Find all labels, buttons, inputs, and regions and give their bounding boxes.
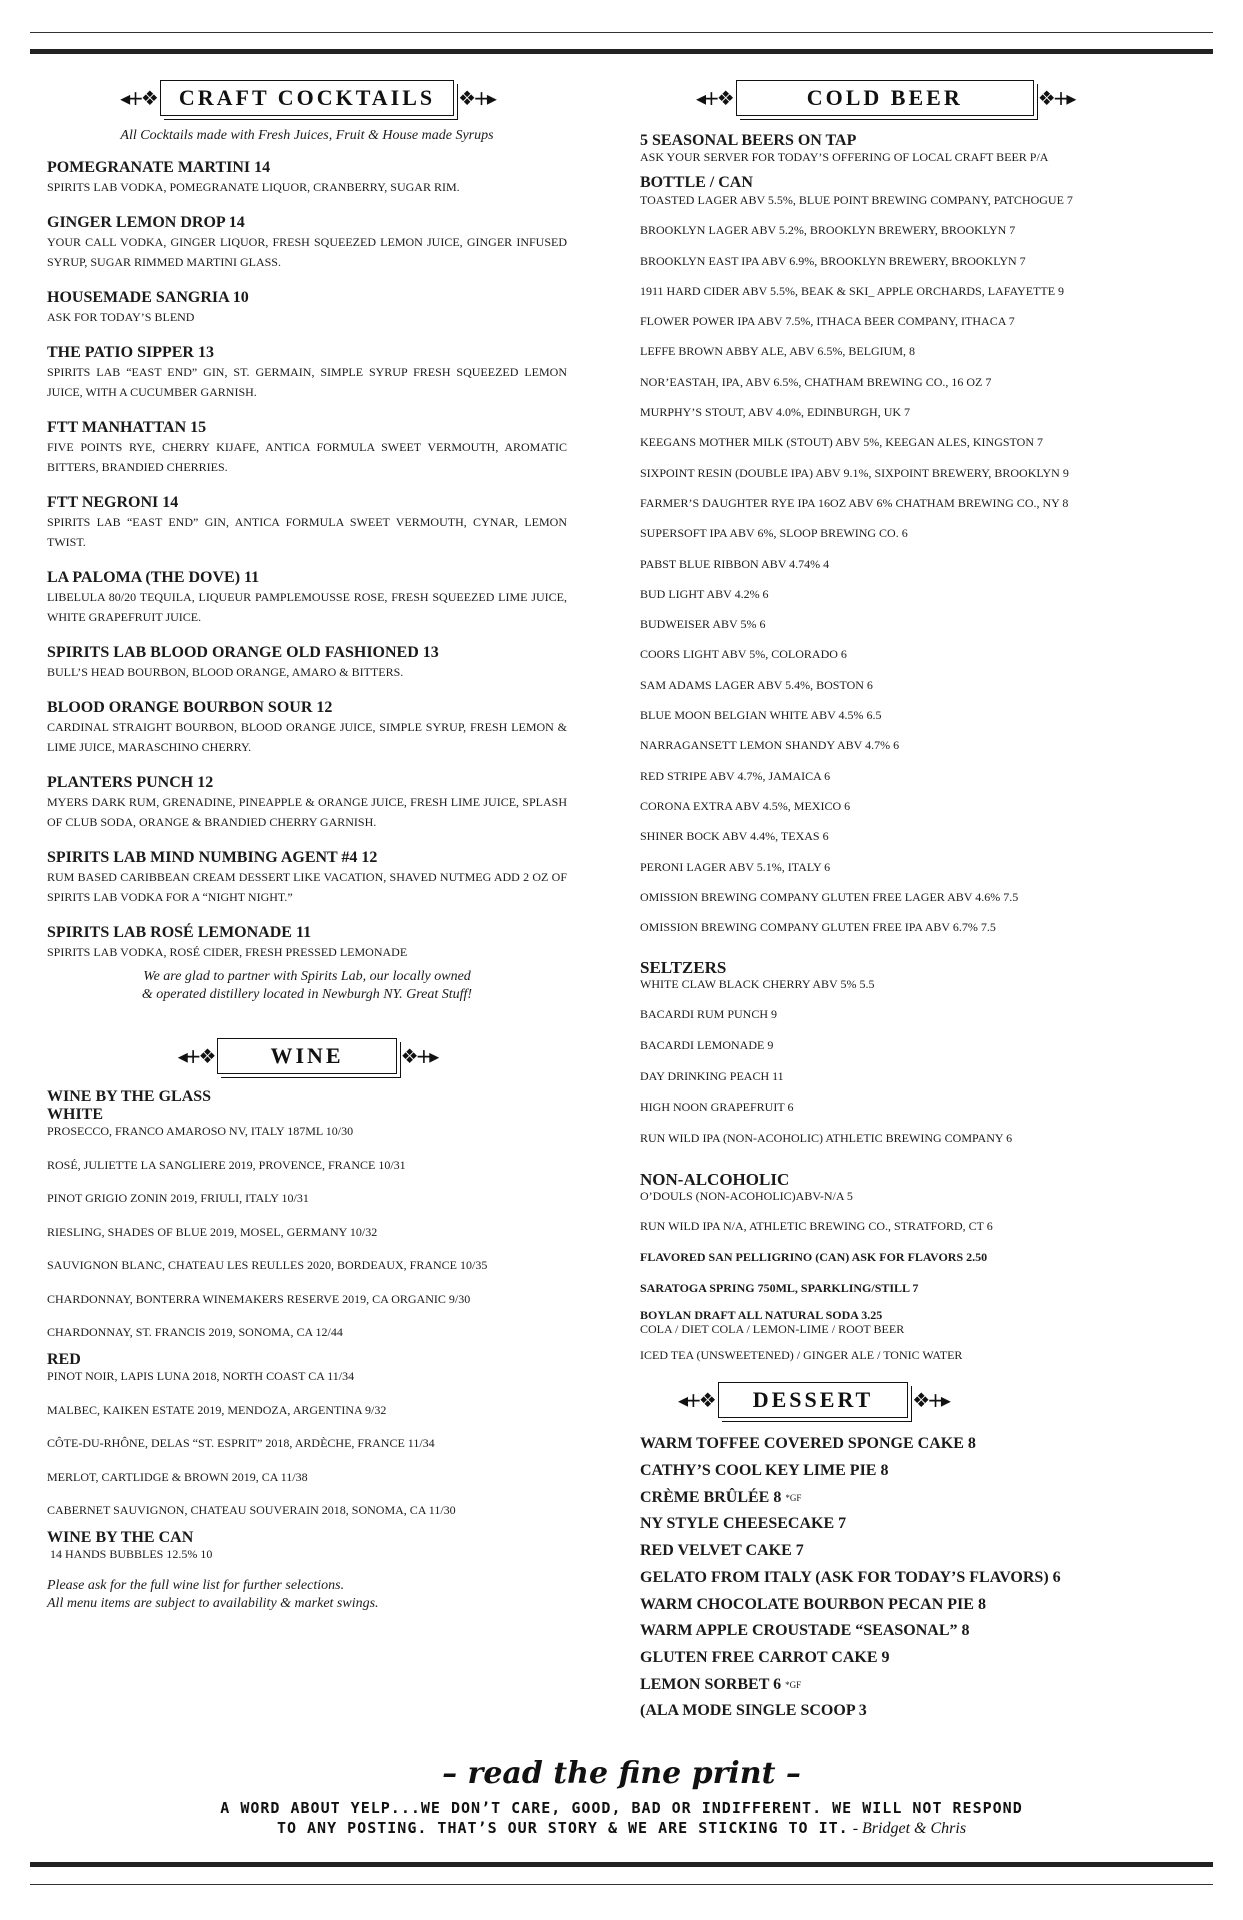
dessert-item: [640, 1621, 1200, 1648]
cocktail-name: PLANTERS PUNCH 12: [47, 774, 214, 791]
wine-red-label: RED: [47, 1351, 81, 1368]
ornament-left-icon: ◂+❖: [177, 1044, 214, 1068]
beer-item: BUDWEISER ABV 5% 6: [640, 617, 766, 632]
dessert-item: [640, 1648, 1200, 1675]
dessert-name: CRÈME BRÛLÉE 8: [640, 1488, 786, 1506]
na-item: ICED TEA (UNSWEETENED) / GINGER ALE / TONIC WATER: [640, 1348, 963, 1363]
beer-item: 1911 HARD CIDER ABV 5.5%, BEAK & SKI_ APPLE ORCHARDS, LAFAYETTE 9: [640, 283, 1065, 298]
ornament-right-icon: ❖+▸: [400, 1044, 437, 1068]
wine-section: [47, 1088, 567, 1613]
cocktail-item: [47, 643, 567, 682]
na-item-sub: COLA / DIET COLA / LEMON-LIME / ROOT BEER: [640, 1322, 905, 1337]
beer-item: TOASTED LAGER ABV 5.5%, BLUE POINT BREWING COMPANY, PATCHOGUE 7: [640, 193, 1073, 207]
left-column: [47, 76, 567, 1613]
cocktail-name: GINGER LEMON DROP 14: [47, 214, 245, 231]
dessert-name: (ALA MODE SINGLE SCOOP 3: [640, 1702, 867, 1720]
wine-item: CHARDONNAY, BONTERRA WINEMAKERS RESERVE 2019, CA ORGANIC 9/30: [47, 1291, 471, 1306]
beer-item: RED STRIPE ABV 4.7%, JAMAICA 6: [640, 768, 831, 783]
wine-can-item: 14 HANDS BUBBLES 12.5% 10: [47, 1547, 213, 1561]
beer-banner: [696, 76, 1200, 120]
fine-print-text: [0, 1798, 1243, 1839]
cocktail-name: SPIRITS LAB MIND NUMBING AGENT #4 12: [47, 849, 378, 866]
beer-item: FARMER’S DAUGHTER RYE IPA 16OZ ABV 6% CHATHAM BREWING CO., NY 8: [640, 495, 1069, 510]
cocktail-desc: CARDINAL STRAIGHT BOURBON, BLOOD ORANGE JUICE, SIMPLE SYRUP, FRESH LEMON & LIME JUICE, MARASCHINO CHERRY.: [47, 720, 567, 754]
cocktail-desc: BULL’S HEAD BOURBON, BLOOD ORANGE, AMARO & BITTERS.: [47, 665, 404, 679]
wine-white-label: WHITE: [47, 1106, 104, 1123]
fine-print-line2-wrap: [0, 1818, 1243, 1839]
spirits-lab-note-line2: & operated distillery located in Newburgh NY. Great Stuff!: [141, 987, 473, 1002]
beer-item: BLUE MOON BELGIAN WHITE ABV 4.5% 6.5: [640, 708, 882, 723]
beer-item: SAM ADAMS LAGER ABV 5.4%, BOSTON 6: [640, 677, 873, 692]
beer-section: [640, 132, 1200, 1362]
cocktails-intro: All Cocktails made with Fresh Juices, Fruit & House made Syrups: [120, 128, 494, 143]
bottom-rule-thin: [30, 1884, 1213, 1885]
beer-item: FLOWER POWER IPA ABV 7.5%, ITHACA BEER COMPANY, ITHACA 7: [640, 314, 1015, 329]
seltzer-item: BACARDI RUM PUNCH 9: [640, 1007, 778, 1022]
cocktail-item: [47, 288, 567, 327]
beer-item: LEFFE BROWN ABBY ALE, ABV 6.5%, BELGIUM, 8: [640, 344, 916, 359]
cocktail-list: [47, 158, 567, 962]
cocktail-item: [47, 493, 567, 552]
seltzer-item: DAY DRINKING PEACH 11: [640, 1069, 784, 1084]
dessert-item: [640, 1595, 1200, 1622]
cocktail-desc: FIVE POINTS RYE, CHERRY KIJAFE, ANTICA FORMULA SWEET VERMOUTH, AROMATIC BITTERS, BRANDIED CHERRIES.: [47, 440, 567, 474]
dessert-item: [640, 1514, 1200, 1541]
wine-by-glass-title: WINE BY THE GLASS: [47, 1088, 212, 1105]
top-rule-thin: [30, 32, 1213, 33]
cocktail-desc: MYERS DARK RUM, GRENADINE, PINEAPPLE & ORANGE JUICE, FRESH LIME JUICE, SPLASH OF CLUB SODA, ORANGE & BRANDIED CHERRY GARNISH.: [47, 795, 567, 829]
na-title: NON-ALCOHOLIC: [640, 1170, 790, 1190]
na-item: RUN WILD IPA N/A, ATHLETIC BREWING CO., STRATFORD, CT 6: [640, 1219, 993, 1234]
na-item: O’DOULS (NON-ACOHOLIC)ABV-N/A 5: [640, 1189, 853, 1204]
beer-item: OMISSION BREWING COMPANY GLUTEN FREE IPA ABV 6.7% 7.5: [640, 920, 996, 935]
seltzer-item: BACARDI LEMONADE 9: [640, 1038, 774, 1053]
right-column: [640, 76, 1200, 1728]
wine-banner: [47, 1034, 567, 1078]
seltzer-item: RUN WILD IPA (NON-ACOHOLIC) ATHLETIC BREWING COMPANY 6: [640, 1131, 1013, 1146]
dessert-name: CATHY’S COOL KEY LIME PIE 8: [640, 1462, 889, 1480]
cocktail-desc: LIBELULA 80/20 TEQUILA, LIQUEUR PAMPLEMOUSSE ROSE, FRESH SQUEEZED LIME JUICE, WHITE GRAPEFRUIT JUICE.: [47, 590, 567, 624]
ornament-right-icon: ❖+▸: [1037, 86, 1074, 110]
bottle-list: [640, 192, 1200, 949]
bottle-title: BOTTLE / CAN: [640, 174, 753, 191]
tap-title: 5 SEASONAL BEERS ON TAP: [640, 132, 857, 149]
seltzer-item: HIGH NOON GRAPEFRUIT 6: [640, 1100, 794, 1115]
cocktail-item: [47, 158, 567, 197]
beer-item: COORS LIGHT ABV 5%, COLORADO 6: [640, 647, 847, 662]
top-rule-thick: [30, 49, 1213, 54]
spirits-lab-note-line1: We are glad to partner with Spirits Lab, our locally owned: [143, 969, 471, 984]
gf-mark: *GF: [785, 1492, 802, 1503]
ornament-left-icon: ◂+❖: [678, 1388, 714, 1413]
wine-note-line1: Please ask for the full wine list for further selections.: [47, 1578, 345, 1593]
fine-print-line2: TO ANY POSTING. THAT’S OUR STORY & WE ARE STICKING TO IT.: [276, 1819, 849, 1837]
wine-item: PROSECCO, FRANCO AMAROSO NV, ITALY 187ML 10/30: [47, 1124, 354, 1138]
ornament-left-icon: ◂+❖: [120, 86, 156, 110]
cocktail-desc: ASK FOR TODAY’S BLEND: [47, 310, 195, 324]
wine-item: CABERNET SAUVIGNON, CHATEAU SOUVERAIN 2018, SONOMA, CA 11/30: [47, 1503, 456, 1517]
beer-item: BUD LIGHT ABV 4.2% 6: [640, 586, 769, 601]
ornament-right-icon: ❖+▸: [458, 86, 494, 110]
beer-item: NARRAGANSETT LEMON SHANDY ABV 4.7% 6: [640, 738, 900, 753]
fine-print-signature: - Bridget & Chris: [848, 1820, 967, 1837]
dessert-name: RED VELVET CAKE 7: [640, 1542, 804, 1560]
beer-item: PERONI LAGER ABV 5.1%, ITALY 6: [640, 859, 831, 874]
na-item: BOYLAN DRAFT ALL NATURAL SODA 3.25: [640, 1308, 883, 1323]
dessert-name: WARM TOFFEE COVERED SPONGE CAKE 8: [640, 1435, 976, 1453]
cocktail-item: [47, 698, 567, 757]
wine-note-line2: All menu items are subject to availability & market swings.: [47, 1596, 379, 1611]
cocktails-banner: [47, 76, 567, 120]
cocktail-item: [47, 773, 567, 832]
dessert-name: WARM CHOCOLATE BOURBON PECAN PIE 8: [640, 1595, 986, 1613]
na-item: SARATOGA SPRING 750ML, SPARKLING/STILL 7: [640, 1281, 919, 1296]
cocktail-desc: YOUR CALL VODKA, GINGER LIQUOR, FRESH SQUEEZED LEMON JUICE, GINGER INFUSED SYRUP, SUGAR RIMMED MARTINI GLASS.: [47, 235, 567, 269]
beer-item: NOR’EASTAH, IPA, ABV 6.5%, CHATHAM BREWING CO., 16 OZ 7: [640, 374, 992, 389]
fine-print-line1: A WORD ABOUT YELP...WE DON’T CARE, GOOD, BAD OR INDIFFERENT. WE WILL NOT RESPOND: [220, 1799, 1023, 1817]
cocktails-title: CRAFT COCKTAILS: [160, 80, 454, 116]
dessert-item: [640, 1541, 1200, 1568]
cocktail-desc: SPIRITS LAB VODKA, ROSÉ CIDER, FRESH PRESSED LEMONADE: [47, 945, 408, 959]
beer-item: BROOKLYN LAGER ABV 5.2%, BROOKLYN BREWERY, BROOKLYN 7: [640, 223, 1016, 238]
wine-item: SAUVIGNON BLANC, CHATEAU LES REULLES 2020, BORDEAUX, FRANCE 10/35: [47, 1258, 488, 1272]
seltzer-item: WHITE CLAW BLACK CHERRY ABV 5% 5.5: [640, 977, 875, 992]
cocktail-desc: SPIRITS LAB “EAST END” GIN, ST. GERMAIN, SIMPLE SYRUP FRESH SQUEEZED LEMON JUICE, WITH A CUCUMBER GARNISH.: [47, 365, 567, 399]
ornament-right-icon: ❖+▸: [912, 1388, 948, 1413]
na-item: FLAVORED SAN PELLIGRINO (CAN) ASK FOR FLAVORS 2.50: [640, 1250, 988, 1265]
dessert-name: LEMON SORBET 6: [640, 1675, 786, 1693]
spirits-lab-note: [47, 968, 567, 1004]
cocktail-name: HOUSEMADE SANGRIA 10: [47, 289, 249, 306]
dessert-item: [640, 1675, 1200, 1702]
cocktail-desc: SPIRITS LAB “EAST END” GIN, ANTICA FORMULA SWEET VERMOUTH, CYNAR, LEMON TWIST.: [47, 515, 567, 549]
cocktail-name: SPIRITS LAB BLOOD ORANGE OLD FASHIONED 13: [47, 644, 439, 661]
dessert-name: GELATO FROM ITALY (ASK FOR TODAY’S FLAVORS) 6: [640, 1568, 1061, 1586]
wine-note: [47, 1577, 567, 1613]
dessert-list: [640, 1434, 1200, 1728]
cocktail-name: FTT MANHATTAN 15: [47, 419, 207, 436]
wine-title: WINE: [217, 1038, 396, 1074]
cocktail-item: [47, 848, 567, 907]
wine-item: RIESLING, SHADES OF BLUE 2019, MOSEL, GERMANY 10/32: [47, 1224, 378, 1239]
cocktail-item: [47, 923, 567, 962]
beer-item: PABST BLUE RIBBON ABV 4.74% 4: [640, 556, 830, 571]
dessert-item: [640, 1434, 1200, 1461]
cocktail-item: [47, 343, 567, 402]
dessert-item: [640, 1701, 1200, 1728]
cocktail-name: LA PALOMA (THE DOVE) 11: [47, 569, 260, 586]
cocktail-item: [47, 213, 567, 272]
cocktail-item: [47, 568, 567, 627]
beer-item: BROOKLYN EAST IPA ABV 6.9%, BROOKLYN BREWERY, BROOKLYN 7: [640, 253, 1026, 268]
wine-item: ROSÉ, JULIETTE LA SANGLIERE 2019, PROVENCE, FRANCE 10/31: [47, 1157, 406, 1172]
cocktail-desc: RUM BASED CARIBBEAN CREAM DESSERT LIKE VACATION, SHAVED NUTMEG ADD 2 OZ OF SPIRITS LAB VODKA FOR A “NIGHT NIGHT.”: [47, 870, 567, 904]
wine-item: CÔTE-DU-RHÔNE, DELAS “ST. ESPRIT” 2018, ARDÈCHE, FRANCE 11/34: [47, 1436, 435, 1450]
beer-item: KEEGANS MOTHER MILK (STOUT) ABV 5%, KEEGAN ALES, KINGSTON 7: [640, 435, 1043, 450]
cocktail-name: POMEGRANATE MARTINI 14: [47, 159, 271, 176]
gf-mark: *GF: [785, 1679, 802, 1690]
beer-item: SUPERSOFT IPA ABV 6%, SLOOP BREWING CO. 6: [640, 526, 908, 541]
fine-print-title: – read the fine print –: [442, 1756, 801, 1791]
wine-by-can-title: WINE BY THE CAN: [47, 1529, 194, 1546]
beer-item: SHINER BOCK ABV 4.4%, TEXAS 6: [640, 829, 829, 844]
beer-item: CORONA EXTRA ABV 4.5%, MEXICO 6: [640, 798, 851, 813]
dessert-name: NY STYLE CHEESECAKE 7: [640, 1515, 847, 1533]
dessert-name: WARM APPLE CROUSTADE “SEASONAL” 8: [640, 1622, 970, 1640]
cocktail-desc: SPIRITS LAB VODKA, POMEGRANATE LIQUOR, CRANBERRY, SUGAR RIM.: [47, 180, 460, 194]
bottom-rule-thick: [30, 1862, 1213, 1867]
dessert-title: DESSERT: [718, 1382, 909, 1418]
beer-item: OMISSION BREWING COMPANY GLUTEN FREE LAGER ABV 4.6% 7.5: [640, 889, 1019, 904]
wine-item: CHARDONNAY, ST. FRANCIS 2019, SONOMA, CA 12/44: [47, 1325, 343, 1339]
dessert-name: GLUTEN FREE CARROT CAKE 9: [640, 1648, 890, 1666]
cocktail-name: FTT NEGRONI 14: [47, 494, 179, 511]
wine-item: MALBEC, KAIKEN ESTATE 2019, MENDOZA, ARGENTINA 9/32: [47, 1402, 387, 1417]
ornament-left-icon: ◂+❖: [696, 86, 732, 110]
cocktail-name: SPIRITS LAB ROSÉ LEMONADE 11: [47, 924, 312, 941]
cocktail-item: [47, 418, 567, 477]
wine-item: MERLOT, CARTLIDGE & BROWN 2019, CA 11/38: [47, 1469, 308, 1484]
seltzers-title: SELTZERS: [640, 958, 727, 978]
beer-item: MURPHY’S STOUT, ABV 4.0%, EDINBURGH, UK 7: [640, 405, 911, 420]
cocktail-name: BLOOD ORANGE BOURBON SOUR 12: [47, 699, 333, 716]
dessert-item: [640, 1568, 1200, 1595]
cocktail-name: THE PATIO SIPPER 13: [47, 344, 214, 361]
beer-title: COLD BEER: [736, 80, 1034, 116]
tap-desc: ASK YOUR SERVER FOR TODAY’S OFFERING OF LOCAL CRAFT BEER P/A: [640, 150, 1049, 164]
beer-item: SIXPOINT RESIN (DOUBLE IPA) ABV 9.1%, SIXPOINT BREWERY, BROOKLYN 9: [640, 465, 1069, 480]
dessert-item: [640, 1461, 1200, 1488]
dessert-banner: [678, 1378, 1200, 1422]
wine-item: PINOT GRIGIO ZONIN 2019, FRIULI, ITALY 10/31: [47, 1191, 309, 1205]
dessert-item: [640, 1488, 1200, 1515]
wine-item: PINOT NOIR, LAPIS LUNA 2018, NORTH COAST CA 11/34: [47, 1369, 355, 1383]
